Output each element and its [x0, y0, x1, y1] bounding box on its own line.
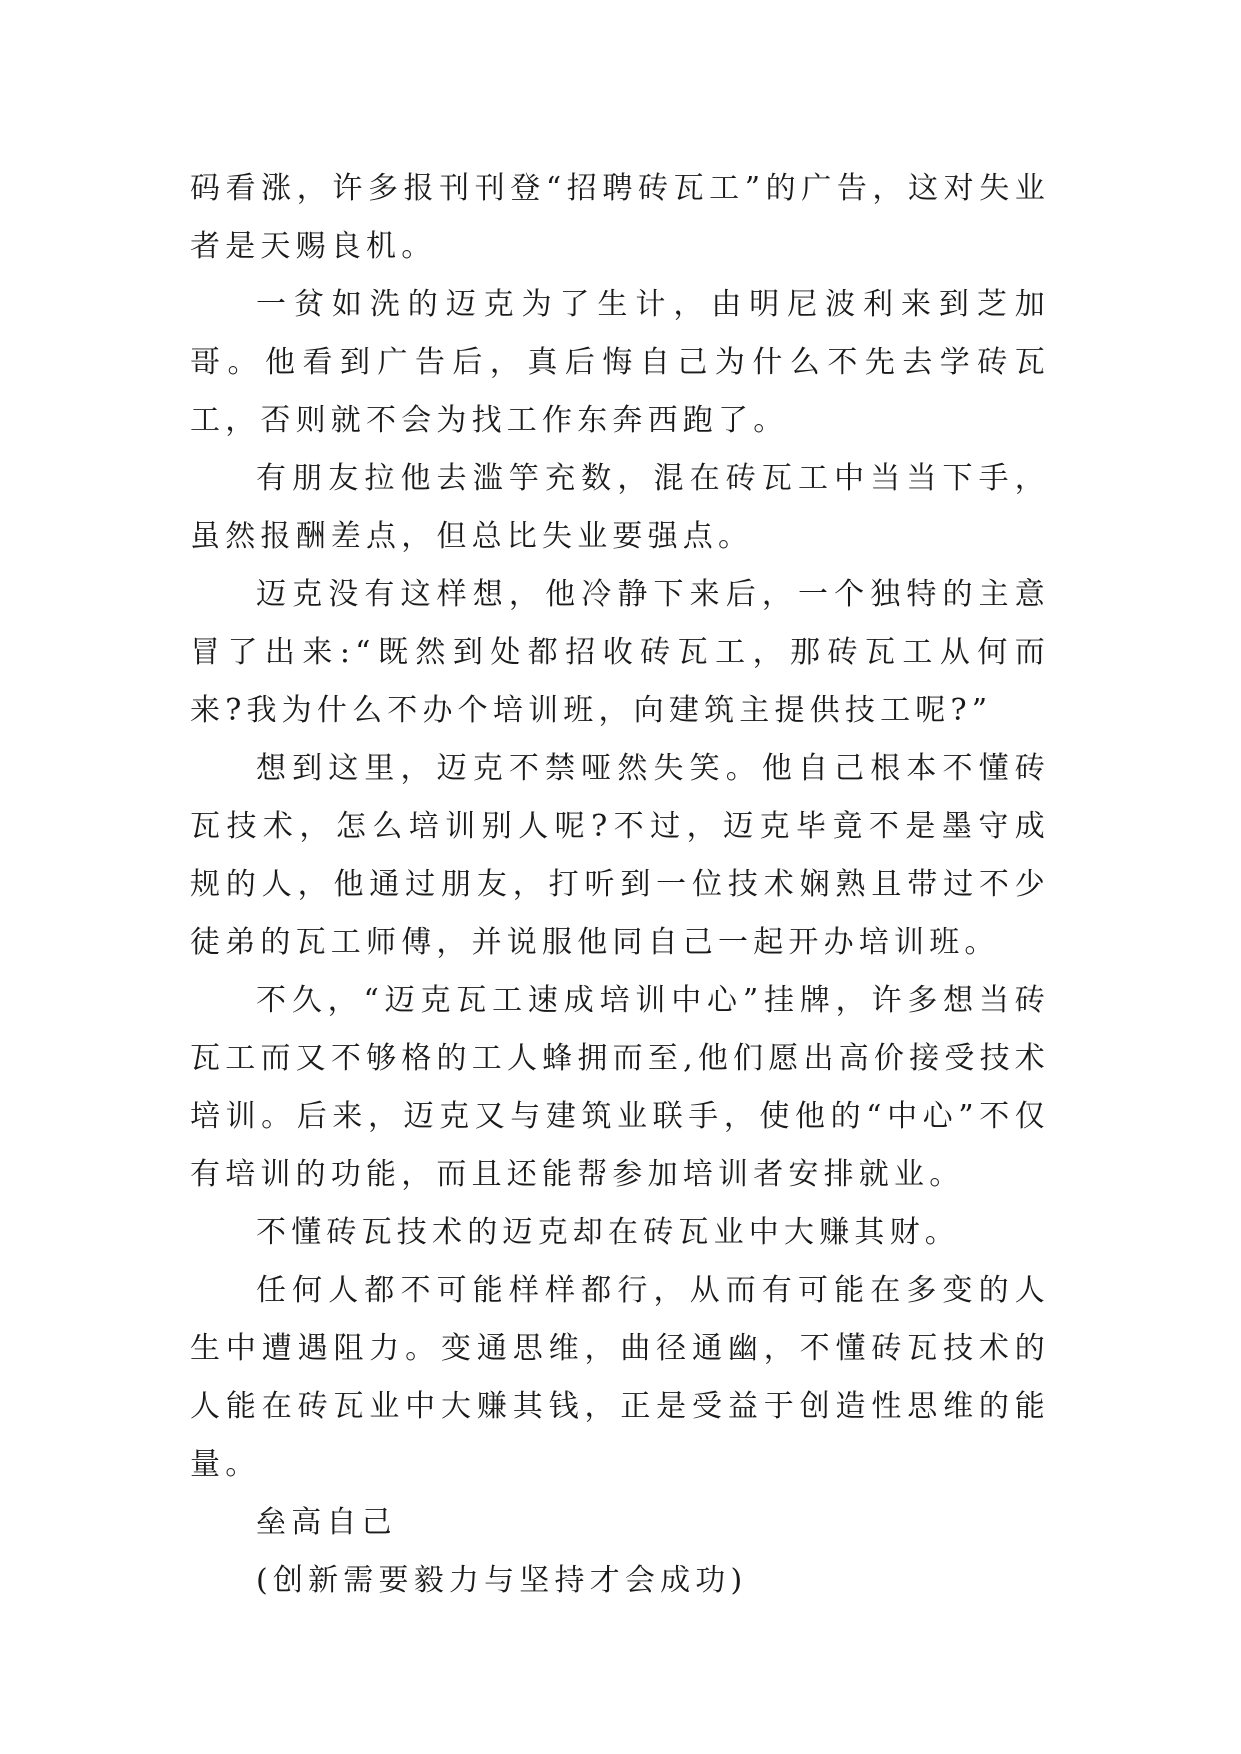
paragraph-6: 不久，“迈克瓦工速成培训中心”挂牌，许多想当砖瓦工而又不够格的工人蜂拥而至,他们愿出高价接受技术培训。后来，迈克又与建筑业联手，使他的“中心”不仅有培训的功能，而且还能帮参加培训者安排就业。	[190, 983, 1050, 1192]
paragraph-5: 想到这里，迈克不禁哑然失笑。他自己根本不懂砖瓦技术，怎么培训别人呢?不过，迈克毕竟不是墨守成规的人，他通过朋友，打听到一位技术娴熟且带过不少徒弟的瓦工师傅，并说服他同自己一起开办培训班。	[190, 751, 1050, 960]
section-title: 垒高自己	[256, 1505, 397, 1540]
paragraph-2: 一贫如洗的迈克为了生计，由明尼波利来到芝加哥。他看到广告后，真后悔自己为什么不先去学砖瓦工，否则就不会为找工作东奔西跑了。	[190, 287, 1050, 438]
paragraph-3: 有朋友拉他去滥竽充数，混在砖瓦工中当当下手，虽然报酬差点，但总比失业要强点。	[190, 461, 1050, 554]
article-body	[190, 160, 1050, 1610]
paragraph-4: 迈克没有这样想，他冷静下来后，一个独特的主意冒了出来:“既然到处都招收砖瓦工，那砖瓦工从何而来?我为什么不办个培训班，向建筑主提供技工呢?”	[190, 577, 1050, 728]
paragraph-1: 码看涨，许多报刊刊登“招聘砖瓦工”的广告，这对失业者是天赐良机。	[190, 171, 1050, 264]
paragraph-8: 任何人都不可能样样都行，从而有可能在多变的人生中遭遇阻力。变通思维，曲径通幽，不懂砖瓦技术的人能在砖瓦业中大赚其钱，正是受益于创造性思维的能量。	[190, 1273, 1050, 1482]
paragraph-7: 不懂砖瓦技术的迈克却在砖瓦业中大赚其财。	[256, 1215, 960, 1250]
section-subtitle: (创新需要毅力与坚持才会成功)	[256, 1563, 748, 1598]
